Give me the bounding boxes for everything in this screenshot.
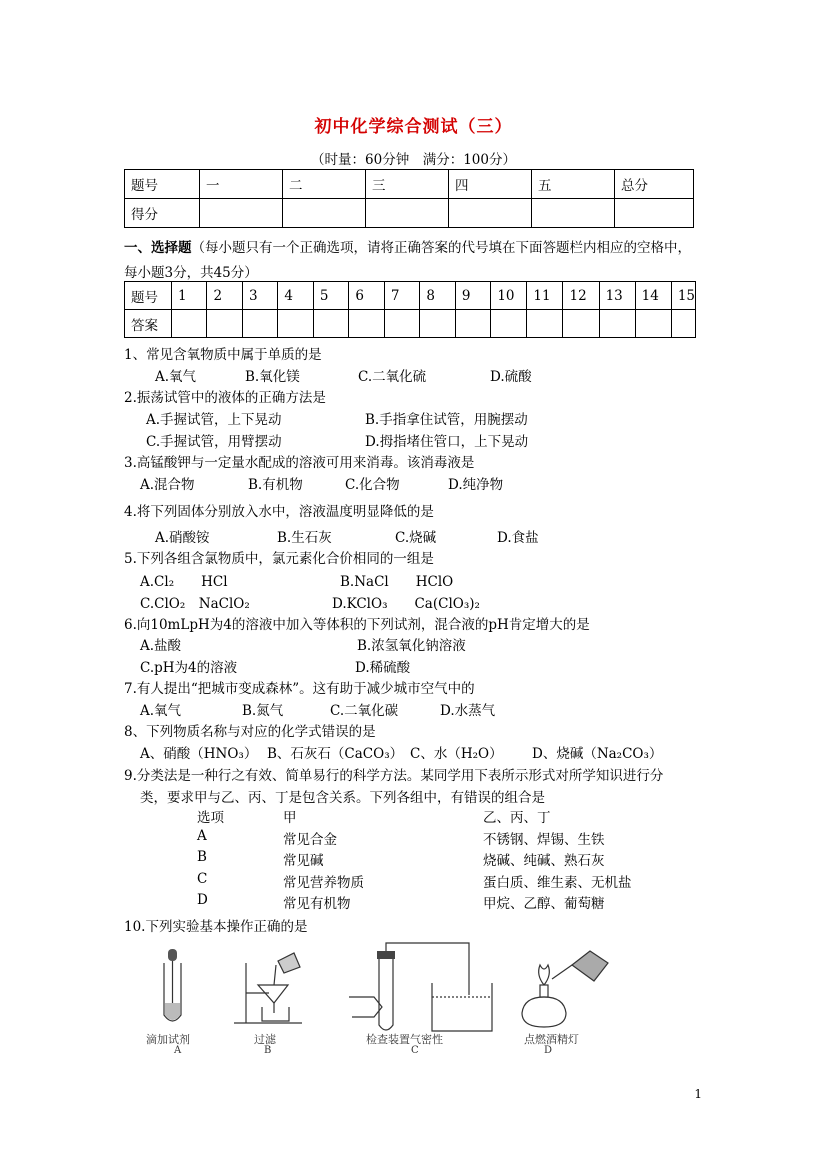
score-input-cell[interactable] <box>615 199 694 228</box>
question-number: 8 <box>420 282 455 310</box>
question-number: 14 <box>635 282 671 310</box>
score-cell: 题号 <box>125 170 200 199</box>
answer-cell[interactable] <box>207 310 242 338</box>
answer-cell[interactable] <box>491 310 527 338</box>
option: A.氧气 <box>140 703 182 719</box>
col-header: 甲 <box>283 810 297 826</box>
option: D.KClO₃ Ca(ClO₃)₂ <box>332 596 480 612</box>
question-stem: 4.将下列固体分别放入水中，溶液温度明显降低的是 <box>124 504 434 520</box>
section-instructions <box>124 236 704 286</box>
option: D.硫酸 <box>490 369 532 385</box>
question-stem: 6.向10mLpH为4的溶液中加入等体积的下列试剂，混合液的pH肯定增大的是 <box>124 617 590 633</box>
option: C.手握试管，用臂摆动 <box>146 434 282 450</box>
answer-table-answer-row <box>125 310 696 338</box>
option: D.稀硫酸 <box>355 660 411 676</box>
question-number: 5 <box>313 282 348 310</box>
score-input-cell[interactable] <box>200 199 283 228</box>
option: B.生石灰 <box>277 530 332 546</box>
answer-cell[interactable] <box>420 310 455 338</box>
score-cell: 三 <box>366 170 449 199</box>
score-cell: 二 <box>283 170 366 199</box>
score-input-cell[interactable] <box>283 199 366 228</box>
section-heading: 一、选择题 <box>124 240 192 256</box>
row-label: A <box>197 827 207 844</box>
question-number: 1 <box>171 282 206 310</box>
row-label: D <box>197 892 208 908</box>
option: D、烧碱（Na₂CO₃） <box>532 746 663 762</box>
score-table-header-row <box>125 170 694 199</box>
answer-cell[interactable] <box>171 310 206 338</box>
option: B.手指拿住试管，用腕摆动 <box>365 412 528 428</box>
score-table-score-row <box>125 199 694 228</box>
score-cell: 五 <box>532 170 615 199</box>
question-number: 7 <box>384 282 419 310</box>
figure-letter-a: A <box>174 1045 182 1055</box>
section-note: （每小题只有一个正确选项，请将正确答案的代号填在下面答题栏内相应的空格中，每小题3分，共45分） <box>124 240 691 281</box>
answer-cell[interactable] <box>384 310 419 338</box>
answer-table <box>124 281 696 338</box>
option: C、水（H₂O） <box>410 746 503 762</box>
option: C.pH为4的溶液 <box>140 660 238 676</box>
row-category: 常见碱 <box>283 853 324 869</box>
figure-caption-d: 点燃酒精灯 <box>524 1033 579 1046</box>
question-number: 15 <box>671 282 695 310</box>
score-cell: 总分 <box>615 170 694 199</box>
row-members: 甲烷、乙醇、葡萄糖 <box>483 896 605 912</box>
filtration-illustration <box>234 953 302 1023</box>
question-stem: 7.有人提出“把城市变成森林”。这有助于减少城市空气中的 <box>124 681 475 697</box>
answer-cell[interactable] <box>635 310 671 338</box>
answer-cell[interactable] <box>599 310 635 338</box>
option: D.食盐 <box>497 530 539 546</box>
option: C.烧碱 <box>395 530 437 546</box>
figure-caption-a: 滴加试剂 <box>146 1033 190 1046</box>
option: C.二氧化碳 <box>330 703 399 719</box>
question-number: 11 <box>527 282 563 310</box>
score-input-cell[interactable] <box>532 199 615 228</box>
page-number: 1 <box>694 1087 702 1101</box>
exam-meta: （时量：60分钟 满分：100分） <box>311 152 516 168</box>
figure-letter-d: D <box>544 1045 553 1055</box>
score-row-label: 得分 <box>125 199 200 228</box>
row-members: 蛋白质、维生素、无机盐 <box>483 874 632 891</box>
question-number: 10 <box>491 282 527 310</box>
question-stem-cont: 类，要求甲与乙、丙、丁是包含关系。下列各组中，有错误的组合是 <box>140 790 545 806</box>
option: C.ClO₂ NaClO₂ <box>140 596 250 612</box>
option: A.氧气 <box>155 369 197 385</box>
question-stem: 1、常见含氧物质中属于单质的是 <box>124 347 322 363</box>
option: A.Cl₂ HCl <box>140 574 228 590</box>
alcohol-lamp-illustration <box>522 951 608 1027</box>
score-cell: 四 <box>449 170 532 199</box>
row-category: 常见营养物质 <box>283 874 364 891</box>
row-label: C <box>197 870 208 887</box>
answer-row-label: 答案 <box>125 310 172 338</box>
question-stem: 5.下列各组含氯物质中，氯元素化合价相同的一组是 <box>124 551 434 567</box>
row-label: B <box>197 849 207 865</box>
option: B.NaCl HClO <box>340 574 454 590</box>
option: A.硝酸铵 <box>155 530 210 546</box>
row-category: 常见有机物 <box>283 896 351 912</box>
figure-letter-c: C <box>411 1045 419 1055</box>
answer-cell[interactable] <box>527 310 563 338</box>
answer-cell[interactable] <box>278 310 313 338</box>
option: C.化合物 <box>345 477 400 493</box>
option: B.氧化镁 <box>245 369 300 385</box>
dropper-illustration <box>164 949 181 1021</box>
figure-caption-b: 过滤 <box>254 1033 276 1046</box>
question-number: 13 <box>599 282 635 310</box>
figure-caption-c: 检查装置气密性 <box>366 1033 443 1046</box>
question-number: 12 <box>563 282 599 310</box>
col-header: 乙、丙、丁 <box>483 810 551 826</box>
option: B、石灰石（CaCO₃） <box>267 746 404 762</box>
score-input-cell[interactable] <box>449 199 532 228</box>
option: A、硝酸（HNO₃） <box>140 746 258 762</box>
answer-table-number-row <box>125 282 696 310</box>
score-input-cell[interactable] <box>366 199 449 228</box>
page-title: 初中化学综合测试（三） <box>314 117 513 137</box>
option: D.拇指堵住管口，上下晃动 <box>365 434 529 450</box>
score-cell: 一 <box>200 170 283 199</box>
option: A.手握试管，上下晃动 <box>146 412 282 428</box>
lab-operations-figure <box>124 935 624 1055</box>
option: C.二氧化硫 <box>358 369 427 385</box>
question-stem: 10.下列实验基本操作正确的是 <box>124 919 308 935</box>
question-stem: 8、下列物质名称与对应的化学式错误的是 <box>124 724 376 740</box>
question-stem: 9.分类法是一种行之有效、简单易行的科学方法。某同学用下表所示形式对所学知识进行分 <box>124 768 664 784</box>
question-stem: 3.高锰酸钾与一定量水配成的溶液可用来消毒。该消毒液是 <box>124 455 475 471</box>
option: B.有机物 <box>248 477 303 493</box>
answer-cell[interactable] <box>349 310 384 338</box>
option: D.纯净物 <box>448 477 504 493</box>
question-number: 6 <box>349 282 384 310</box>
row-members: 不锈钢、焊锡、生铁 <box>483 831 605 848</box>
question-number: 3 <box>242 282 277 310</box>
option: A.盐酸 <box>140 638 182 654</box>
answer-cell[interactable] <box>242 310 277 338</box>
row-category: 常见合金 <box>283 831 337 848</box>
score-table <box>124 169 694 228</box>
airtightness-illustration <box>349 943 492 1031</box>
question-number: 2 <box>207 282 242 310</box>
question-number: 9 <box>455 282 490 310</box>
answer-cell[interactable] <box>455 310 490 338</box>
option: D.水蒸气 <box>440 703 496 719</box>
question-stem: 2.振荡试管中的液体的正确方法是 <box>124 390 326 406</box>
option: B.浓氢氧化钠溶液 <box>357 638 466 654</box>
answer-cell[interactable] <box>671 310 695 338</box>
option: B.氮气 <box>242 703 284 719</box>
figure-letter-b: B <box>264 1045 272 1055</box>
answer-cell[interactable] <box>313 310 348 338</box>
option: A.混合物 <box>140 477 195 493</box>
question-number: 4 <box>278 282 313 310</box>
answer-cell[interactable] <box>563 310 599 338</box>
answer-header-label: 题号 <box>125 282 172 310</box>
row-members: 烧碱、纯碱、熟石灰 <box>483 853 605 869</box>
col-header: 选项 <box>197 810 224 826</box>
